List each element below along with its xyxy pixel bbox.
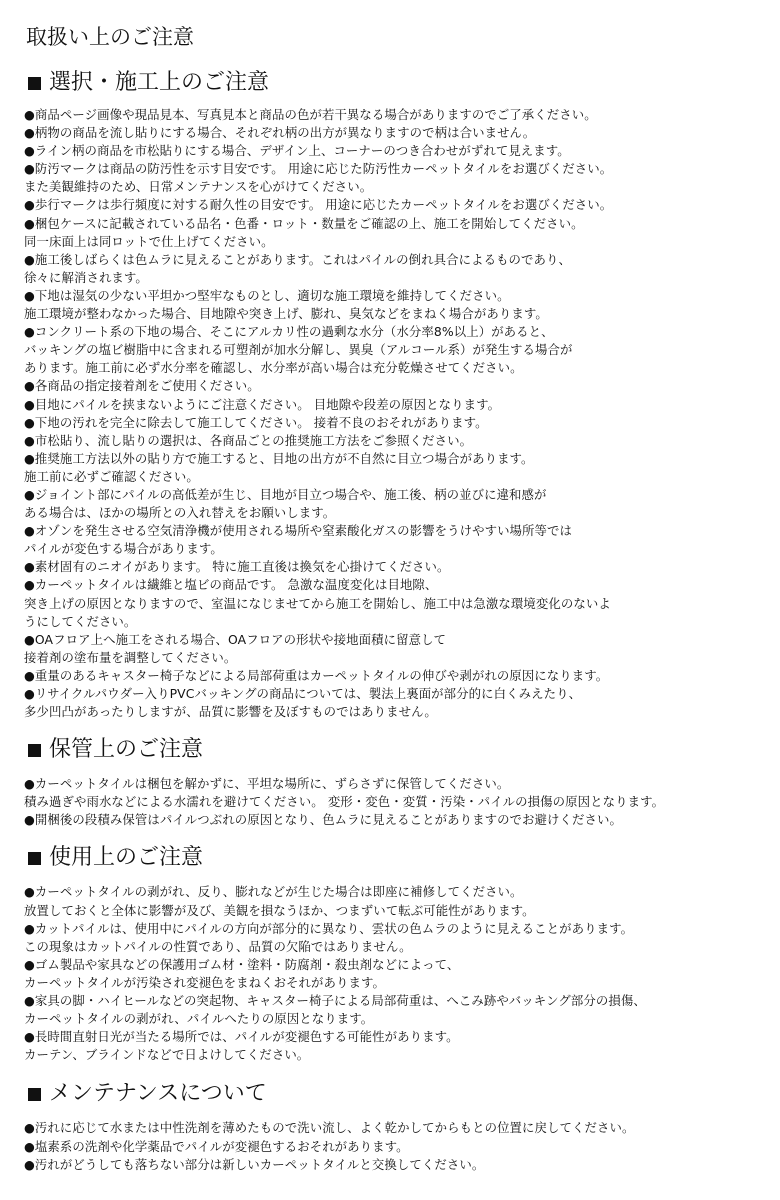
notice-line: ●カーペットタイルは繊維と塩ビの商品です。 急激な温度変化は目地隙、 — [24, 577, 438, 593]
section-heading-text: 使用上のご注意 — [49, 845, 204, 871]
notice-line: ●歩行マークは歩行頻度に対する耐久性の目安です。 用途に応じたカーペットタイルをお選びください。 — [24, 197, 613, 213]
notice-section — [24, 68, 756, 721]
notice-line: また美観維持のため、日常メンテナンスを心がけてください。 — [24, 179, 373, 195]
notice-line: 多少凹凸があったりしますが、品質に影響を及ぼすものではありません。 — [24, 704, 437, 720]
notice-line: ●カーペットタイルは梱包を解かずに、平坦な場所に、ずらさずに保管してください。 — [24, 776, 510, 792]
notice-line: ●OAフロア上へ施工をされる場合、OAフロアの形状や接地面積に留意して — [24, 631, 447, 647]
notice-line: この現象はカットパイルの性質であり、品質の欠陥ではありません。 — [24, 938, 412, 954]
section-heading-text: 保管上のご注意 — [49, 737, 204, 763]
notice-line: ●コンクリート系の下地の場合、そこにアルカリ性の過剰な水分（水分率8%以上）があると、 — [24, 324, 554, 340]
notice-line: 徐々に解消されます。 — [24, 269, 148, 285]
page-title: 取扱い上のご注意 — [26, 25, 194, 49]
notice-list — [24, 106, 756, 721]
notice-line: 接着剤の塗布量を調整してください。 — [24, 649, 237, 665]
notice-line: ●商品ページ画像や現品見本、写真見本と商品の色が若干異なる場合がありますのでご了承ください。 — [24, 107, 597, 122]
sections-container — [24, 68, 756, 1174]
notice-line: ●家具の脚・ハイヒールなどの突起物、キャスター椅子による局部荷重は、へこみ跡やバッキング部分の損傷、 — [24, 993, 646, 1009]
notice-line: ●リサイクルパウダー入りPVCバッキングの商品については、製法上裏面が部分的に白くみえたり、 — [24, 686, 582, 701]
notice-line: ●ライン柄の商品を市松貼りにする場合、デザイン上、コーナーのつき合わせがずれて見えます。 — [24, 143, 570, 159]
notice-line: ●柄物の商品を流し貼りにする場合、それぞれ柄の出方が異なりますので柄は合いません。 — [24, 125, 536, 141]
notice-line: ●防汚マークは商品の防汚性を示す目安です。 用途に応じた防汚性カーペットタイルをお選びください。 — [24, 161, 613, 177]
section-heading — [24, 1079, 756, 1109]
notice-section — [24, 843, 756, 1064]
notice-list — [24, 775, 756, 829]
notice-line: ●各商品の指定接着剤をご使用ください。 — [24, 378, 260, 394]
notice-line: ●目地にパイルを挟まないようにご注意ください。 目地隙や段差の原因となります。 — [24, 396, 501, 412]
square-bullet-icon — [28, 744, 41, 757]
notice-line: ●梱包ケースに記載されている品名・色番・ロット・数量をご確認の上、施工を開始してください。 — [24, 215, 584, 231]
notice-line: ●下地は湿気の少ない平坦かつ堅牢なものとし、適切な施工環境を維持してください。 — [24, 287, 510, 303]
notice-line: 施工環境が整わなかった場合、目地隙や突き上げ、膨れ、臭気などをまねく場合があります。 — [24, 306, 548, 322]
notice-line: カーペットタイルが汚染され変褪色をまねくおそれがあります。 — [24, 974, 385, 990]
section-heading — [24, 68, 756, 98]
section-heading-text: メンテナンスについて — [49, 1081, 267, 1107]
notice-line: ●ゴム製品や家具などの保護用ゴム材・塗料・防腐剤・殺虫剤などによって、 — [24, 956, 460, 972]
notice-list — [24, 883, 756, 1064]
notice-line: ●開梱後の段積み保管はパイルつぶれの原因となり、色ムラに見えることがありますのでお避けください。 — [24, 812, 622, 828]
section-heading — [24, 735, 756, 765]
notice-line: 施工前に必ずご確認ください。 — [24, 468, 199, 484]
section-heading-text: 選択・施工上のご注意 — [49, 70, 270, 95]
square-bullet-icon — [28, 1088, 41, 1101]
notice-line: ●オゾンを発生させる空気清浄機が使用される場所や窒素酸化ガスの影響をうけやすい場所等では — [24, 523, 573, 539]
notice-line: カーテン、ブラインドなどで日よけしてください。 — [24, 1047, 310, 1063]
notice-line: ●素材固有のニオイがあります。 特に施工直後は換気を心掛けてください。 — [24, 559, 450, 575]
notice-line: あります。施工前に必ず水分率を確認し、水分率が高い場合は充分乾燥させてください。 — [24, 360, 523, 376]
notice-line: 突き上げの原因となりますので、室温になじませてから施工を開始し、施工中は急激な環境変化のないよ — [24, 595, 611, 611]
square-bullet-icon — [28, 852, 41, 865]
section-heading — [24, 843, 756, 873]
notice-line: カーペットタイルの剥がれ、パイルへたりの原因となります。 — [24, 1011, 374, 1027]
notice-line: ●カーペットタイルの剥がれ、反り、膨れなどが生じた場合は即座に補修してください。 — [24, 884, 523, 900]
notice-section — [24, 1079, 756, 1173]
notice-line: ●汚れに応じて水または中性洗剤を薄めたもので洗い流し、よく乾かしてからもとの位置に戻してください。 — [24, 1120, 635, 1136]
notice-line: ●施工後しばらくは色ムラに見えることがあります。これはパイルの倒れ具合によるものであり、 — [24, 251, 572, 267]
notice-line: ●重量のあるキャスター椅子などによる局部荷重はカーペットタイルの伸びや剥がれの原因になります。 — [24, 667, 609, 683]
notice-line: 放置しておくと全体に影響が及び、美観を損なうほか、つまずいて転ぶ可能性があります。 — [24, 902, 535, 918]
notice-section — [24, 735, 756, 829]
notice-line: うにしてください。 — [24, 613, 137, 629]
notice-line: バッキングの塩ビ樹脂中に含まれる可塑剤が加水分解し、異臭（アルコール系）が発生する場合が — [24, 342, 573, 358]
notice-line: ●ジョイント部にパイルの高低差が生じ、目地が目立つ場合や、施工後、柄の並びに違和感が — [24, 486, 547, 502]
notice-list — [24, 1119, 756, 1173]
notice-line: パイルが変色する場合があります。 — [24, 541, 223, 557]
notice-line: ●下地の汚れを完全に除去して施工してください。 接着不良のおそれがあります。 — [24, 414, 488, 430]
notice-line: ●汚れがどうしても落ちない部分は新しいカーペットタイルと交換してください。 — [24, 1156, 485, 1172]
notice-line: ●推奨施工方法以外の貼り方で施工すると、目地の出方が不自然に目立つ場合があります。 — [24, 450, 534, 466]
notice-line: ある場合は、ほかの場所との入れ替えをお願いします。 — [24, 505, 336, 521]
square-bullet-icon — [28, 77, 41, 90]
notice-line: ●市松貼り、流し貼りの選択は、各商品ごとの推奨施工方法をご参照ください。 — [24, 432, 473, 448]
notice-line: ●塩素系の洗剤や化学薬品でパイルが変褪色するおそれがあります。 — [24, 1138, 409, 1154]
notice-line: 積み過ぎや雨水などによる水濡れを避けてください。 変形・変色・変質・汚染・パイルの損傷の原因となります。 — [24, 794, 665, 810]
notice-line: ●長時間直射日光が当たる場所では、パイルが変褪色する可能性があります。 — [24, 1029, 459, 1045]
notice-line: ●カットパイルは、使用中にパイルの方向が部分的に異なり、雲状の色ムラのように見えることがあります。 — [24, 920, 634, 936]
notice-line: 同一床面上は同ロットで仕上げてください。 — [24, 233, 274, 249]
